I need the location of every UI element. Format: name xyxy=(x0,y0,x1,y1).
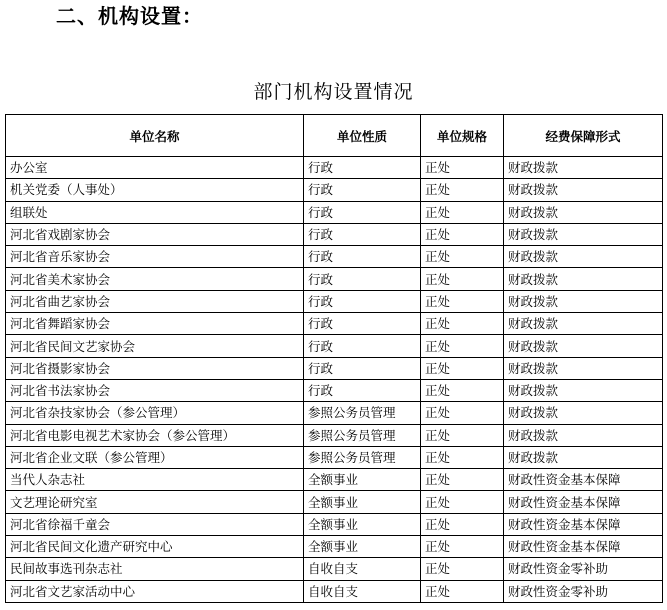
cell-unit-name: 河北省书法家协会 xyxy=(6,379,304,401)
cell-unit-level: 正处 xyxy=(421,335,504,357)
cell-unit-name: 民间故事选刊杂志社 xyxy=(6,558,304,580)
cell-unit-name: 河北省企业文联（参公管理） xyxy=(6,446,304,468)
table-row xyxy=(6,290,663,312)
cell-funding-form: 财政性资金基本保障 xyxy=(504,536,663,558)
cell-unit-level: 正处 xyxy=(421,469,504,491)
cell-unit-level: 正处 xyxy=(421,268,504,290)
table-row xyxy=(6,268,663,290)
cell-unit-name: 河北省电影电视艺术家协会（参公管理） xyxy=(6,424,304,446)
cell-funding-form: 财政拨款 xyxy=(504,379,663,401)
table-row xyxy=(6,201,663,223)
cell-unit-level: 正处 xyxy=(421,513,504,535)
cell-unit-nature: 自收自支 xyxy=(304,580,421,602)
cell-unit-nature: 行政 xyxy=(304,268,421,290)
cell-unit-nature: 行政 xyxy=(304,201,421,223)
cell-funding-form: 财政拨款 xyxy=(504,402,663,424)
cell-unit-nature: 行政 xyxy=(304,179,421,201)
cell-unit-name: 河北省徐福千童会 xyxy=(6,513,304,535)
table-body xyxy=(6,157,663,603)
cell-unit-level: 正处 xyxy=(421,491,504,513)
table-row xyxy=(6,379,663,401)
table-row xyxy=(6,491,663,513)
cell-funding-form: 财政拨款 xyxy=(504,223,663,245)
org-structure-table xyxy=(5,114,663,603)
cell-funding-form: 财政拨款 xyxy=(504,179,663,201)
cell-funding-form: 财政性资金零补助 xyxy=(504,558,663,580)
cell-unit-nature: 全额事业 xyxy=(304,469,421,491)
cell-unit-nature: 行政 xyxy=(304,223,421,245)
table-row xyxy=(6,335,663,357)
header-funding-form: 经费保障形式 xyxy=(504,115,663,157)
cell-unit-name: 河北省曲艺家协会 xyxy=(6,290,304,312)
cell-unit-nature: 自收自支 xyxy=(304,558,421,580)
cell-unit-level: 正处 xyxy=(421,536,504,558)
cell-funding-form: 财政拨款 xyxy=(504,201,663,223)
cell-unit-name: 河北省杂技家协会（参公管理） xyxy=(6,402,304,424)
cell-unit-nature: 参照公务员管理 xyxy=(304,446,421,468)
cell-unit-level: 正处 xyxy=(421,357,504,379)
cell-unit-nature: 行政 xyxy=(304,335,421,357)
table-row xyxy=(6,446,663,468)
header-unit-name: 单位名称 xyxy=(6,115,304,157)
table-row xyxy=(6,313,663,335)
cell-unit-level: 正处 xyxy=(421,201,504,223)
cell-unit-nature: 行政 xyxy=(304,290,421,312)
cell-unit-nature: 参照公务员管理 xyxy=(304,424,421,446)
cell-unit-nature: 行政 xyxy=(304,246,421,268)
table-header-row xyxy=(6,115,663,157)
cell-unit-level: 正处 xyxy=(421,402,504,424)
cell-funding-form: 财政拨款 xyxy=(504,290,663,312)
section-heading: 二、机构设置： xyxy=(56,4,203,28)
cell-unit-level: 正处 xyxy=(421,379,504,401)
cell-unit-name: 办公室 xyxy=(6,157,304,179)
cell-funding-form: 财政拨款 xyxy=(504,357,663,379)
header-unit-level: 单位规格 xyxy=(421,115,504,157)
table-row xyxy=(6,246,663,268)
cell-unit-level: 正处 xyxy=(421,157,504,179)
cell-unit-nature: 行政 xyxy=(304,313,421,335)
table-row xyxy=(6,580,663,602)
table-row xyxy=(6,357,663,379)
table-row xyxy=(6,558,663,580)
cell-unit-name: 河北省美术家协会 xyxy=(6,268,304,290)
cell-unit-name: 河北省文艺家活动中心 xyxy=(6,580,304,602)
cell-funding-form: 财政性资金基本保障 xyxy=(504,491,663,513)
cell-unit-name: 河北省民间文艺家协会 xyxy=(6,335,304,357)
table-row xyxy=(6,536,663,558)
cell-unit-level: 正处 xyxy=(421,246,504,268)
cell-unit-name: 组联处 xyxy=(6,201,304,223)
cell-funding-form: 财政拨款 xyxy=(504,446,663,468)
cell-funding-form: 财政拨款 xyxy=(504,157,663,179)
cell-funding-form: 财政拨款 xyxy=(504,424,663,446)
cell-unit-name: 机关党委（人事处） xyxy=(6,179,304,201)
cell-funding-form: 财政性资金基本保障 xyxy=(504,513,663,535)
cell-unit-name: 河北省摄影家协会 xyxy=(6,357,304,379)
cell-unit-level: 正处 xyxy=(421,179,504,201)
cell-funding-form: 财政性资金零补助 xyxy=(504,580,663,602)
cell-unit-level: 正处 xyxy=(421,424,504,446)
table-title: 部门机构设置情况 xyxy=(253,81,414,103)
cell-unit-nature: 行政 xyxy=(304,157,421,179)
table-row xyxy=(6,402,663,424)
cell-unit-name: 河北省音乐家协会 xyxy=(6,246,304,268)
cell-funding-form: 财政拨款 xyxy=(504,313,663,335)
cell-unit-nature: 行政 xyxy=(304,379,421,401)
cell-unit-level: 正处 xyxy=(421,223,504,245)
table-row xyxy=(6,179,663,201)
cell-unit-level: 正处 xyxy=(421,313,504,335)
cell-funding-form: 财政拨款 xyxy=(504,335,663,357)
cell-unit-nature: 全额事业 xyxy=(304,491,421,513)
cell-unit-name: 文艺理论研究室 xyxy=(6,491,304,513)
cell-unit-nature: 全额事业 xyxy=(304,513,421,535)
table-row xyxy=(6,513,663,535)
cell-unit-name: 河北省戏剧家协会 xyxy=(6,223,304,245)
table-row xyxy=(6,424,663,446)
cell-funding-form: 财政性资金基本保障 xyxy=(504,469,663,491)
cell-unit-name: 河北省舞蹈家协会 xyxy=(6,313,304,335)
table-row xyxy=(6,469,663,491)
table-row xyxy=(6,157,663,179)
cell-unit-level: 正处 xyxy=(421,558,504,580)
table-row xyxy=(6,223,663,245)
cell-unit-nature: 参照公务员管理 xyxy=(304,402,421,424)
header-unit-nature: 单位性质 xyxy=(304,115,421,157)
cell-funding-form: 财政拨款 xyxy=(504,246,663,268)
cell-unit-nature: 全额事业 xyxy=(304,536,421,558)
cell-funding-form: 财政拨款 xyxy=(504,268,663,290)
cell-unit-level: 正处 xyxy=(421,290,504,312)
cell-unit-nature: 行政 xyxy=(304,357,421,379)
cell-unit-level: 正处 xyxy=(421,580,504,602)
cell-unit-level: 正处 xyxy=(421,446,504,468)
cell-unit-name: 当代人杂志社 xyxy=(6,469,304,491)
cell-unit-name: 河北省民间文化遗产研究中心 xyxy=(6,536,304,558)
